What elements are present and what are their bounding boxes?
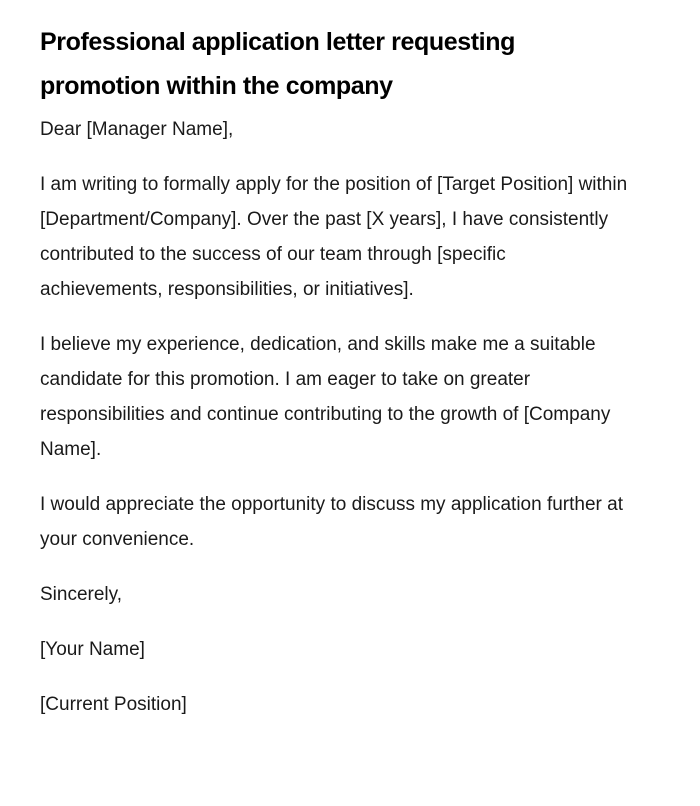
- body-paragraph-2: I believe my experience, dedication, and skills make me a suitable candidate for this promotion. I am eager to take on greater responsibilities and continue contributing to the growth of [Company Name].: [40, 334, 611, 460]
- body-paragraph-3: I would appreciate the opportunity to discuss my application further at your convenience.: [40, 494, 623, 550]
- body-paragraph-1: I am writing to formally apply for the position of [Target Position] within [Department/Company]. Over the past [X years], I have consistently contributed to the success of our team through [specific achievements, responsibilities, or initiatives].: [40, 174, 628, 300]
- closing: Sincerely,: [40, 584, 123, 605]
- salutation: Dear [Manager Name],: [40, 119, 234, 140]
- document-title: Professional application letter requesting promotion within the company: [40, 28, 515, 100]
- signature-name: [Your Name]: [40, 639, 145, 660]
- signature-position: [Current Position]: [40, 694, 187, 715]
